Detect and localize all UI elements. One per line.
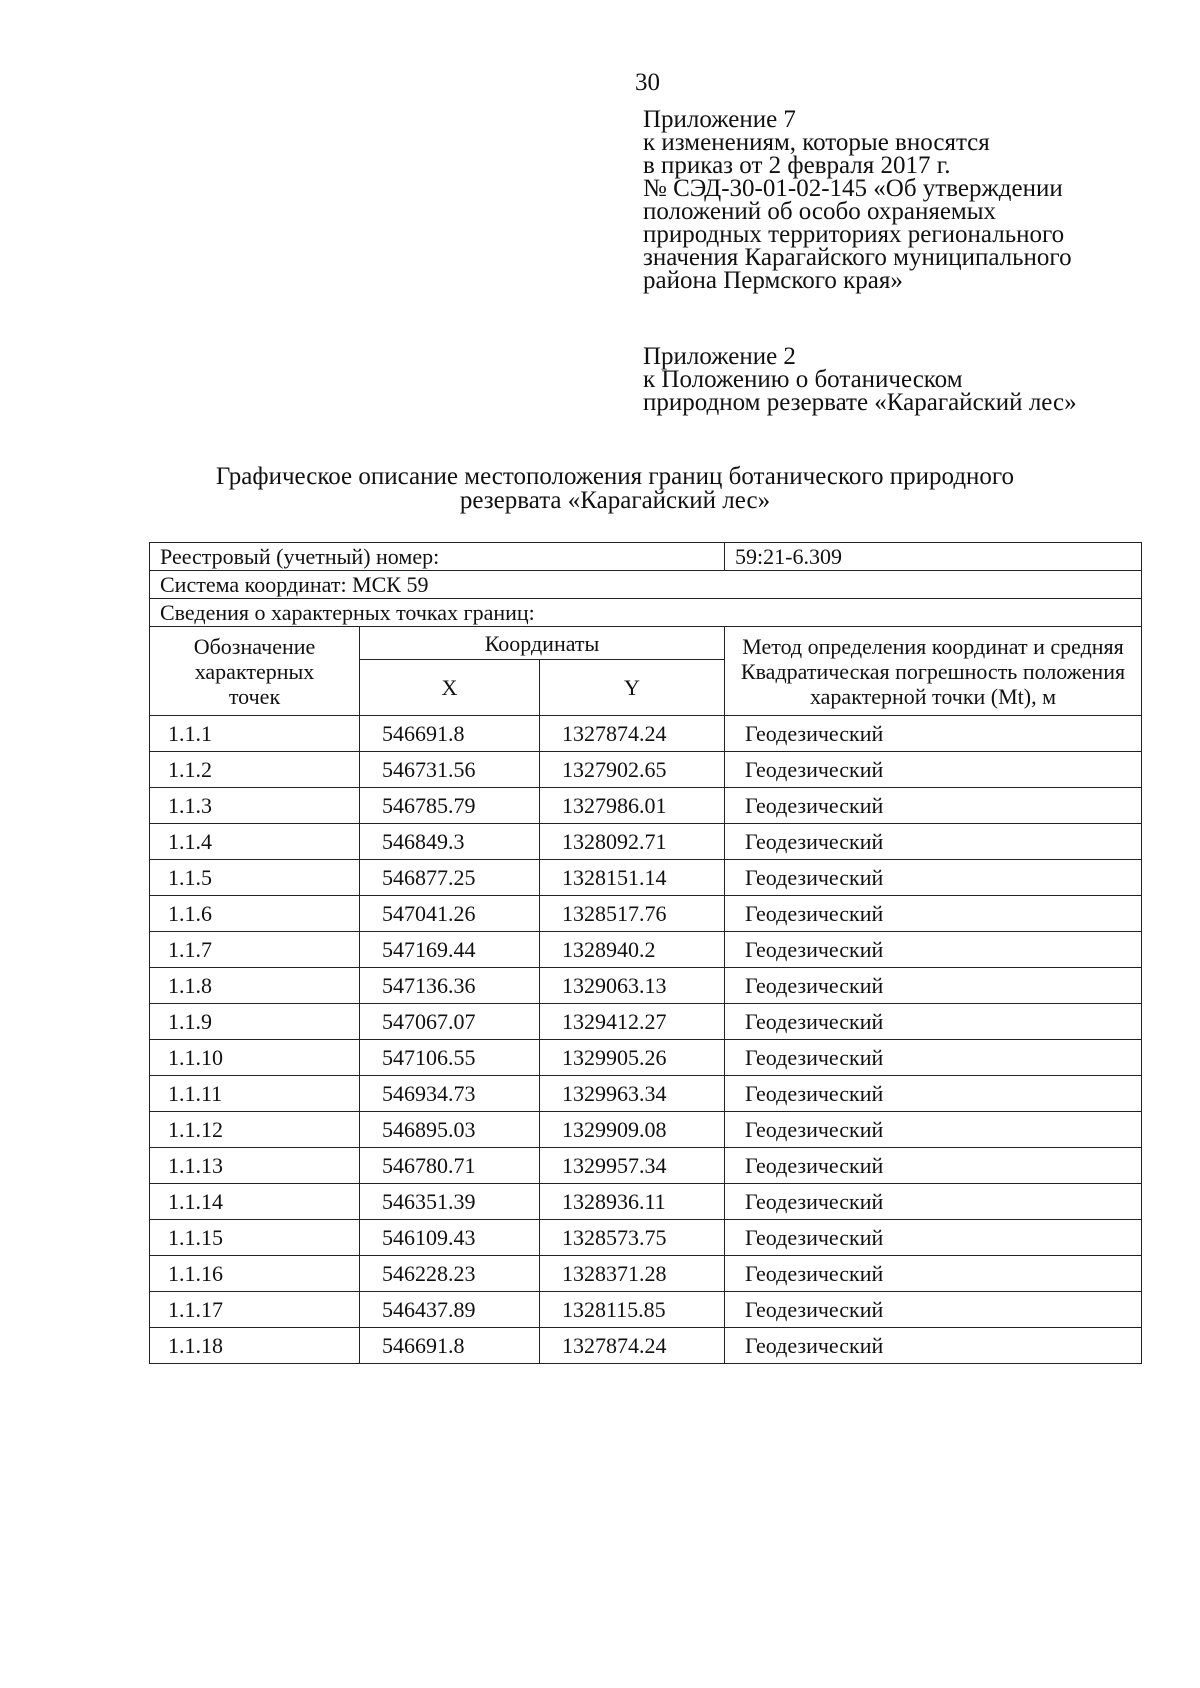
table-row [150,1328,1142,1364]
point-cell: 1.1.16 [150,1256,360,1292]
x-cell: 546228.23 [360,1256,540,1292]
method-cell: Геодезический [725,1220,1142,1256]
annex-7-header [643,108,1183,292]
table-row [150,1292,1142,1328]
boundary-coordinates-table [149,542,1142,1364]
y-header: Y [540,660,725,716]
method-header-line: Квадратическая погрешность положения [740,658,1126,684]
annex-2-line: Приложение 2 [643,343,796,370]
x-cell: 546877.25 [360,860,540,896]
table-row [150,1220,1142,1256]
x-cell: 546691.8 [360,716,540,752]
y-cell: 1328573.75 [540,1220,725,1256]
y-cell: 1328517.76 [540,896,725,932]
method-header-line: Метод определения координат и средняя [742,633,1124,659]
table-row [150,1148,1142,1184]
method-cell: Геодезический [725,824,1142,860]
method-cell: Геодезический [725,1076,1142,1112]
x-cell: 546691.8 [360,1328,540,1364]
table-row [150,1256,1142,1292]
registry-value: 59:21-6.309 [725,543,1142,571]
method-header-line: характерной точки (Mt), м [809,683,1057,709]
table-row [150,1076,1142,1112]
table-row [150,788,1142,824]
method-cell: Геодезический [725,1184,1142,1220]
page-number: 30 [635,69,660,96]
x-cell: 546785.79 [360,788,540,824]
table-row [150,824,1142,860]
x-cell: 546351.39 [360,1184,540,1220]
point-cell: 1.1.13 [150,1148,360,1184]
annex-7-line: в приказ от 2 февраля 2017 г. [643,152,951,179]
y-cell: 1329963.34 [540,1076,725,1112]
y-cell: 1329412.27 [540,1004,725,1040]
y-cell: 1328371.28 [540,1256,725,1292]
y-cell: 1328940.2 [540,932,725,968]
y-cell: 1328115.85 [540,1292,725,1328]
table-row [150,1040,1142,1076]
table-row [150,932,1142,968]
y-cell: 1328092.71 [540,824,725,860]
x-cell: 546437.89 [360,1292,540,1328]
document-title [150,465,1080,513]
annex-2-line: природном резервате «Карагайский лес» [643,389,1077,416]
table-row [150,1004,1142,1040]
point-cell: 1.1.11 [150,1076,360,1112]
registry-row [150,543,1142,571]
y-cell: 1329909.08 [540,1112,725,1148]
point-cell: 1.1.10 [150,1040,360,1076]
points-info-row [150,599,1142,627]
annex-7-line: природных территориях регионального [643,221,1065,248]
x-header: X [360,660,540,716]
point-cell: 1.1.3 [150,788,360,824]
x-cell: 546849.3 [360,824,540,860]
method-cell: Геодезический [725,968,1142,1004]
header-row [150,627,1142,660]
designation-header-line: Обозначение [193,633,316,659]
method-cell: Геодезический [725,1040,1142,1076]
designation-header-line: точек [228,683,281,709]
method-cell: Геодезический [725,752,1142,788]
points-info: Сведения о характерных точках границ: [150,599,1142,627]
x-cell: 547067.07 [360,1004,540,1040]
y-cell: 1328936.11 [540,1184,725,1220]
y-cell: 1329905.26 [540,1040,725,1076]
table-row [150,752,1142,788]
table-row [150,1112,1142,1148]
method-cell: Геодезический [725,896,1142,932]
x-cell: 547041.26 [360,896,540,932]
method-cell: Геодезический [725,716,1142,752]
y-cell: 1328151.14 [540,860,725,896]
x-cell: 547169.44 [360,932,540,968]
point-cell: 1.1.5 [150,860,360,896]
method-cell: Геодезический [725,1148,1142,1184]
designation-header [150,627,360,716]
y-cell: 1329063.13 [540,968,725,1004]
table-row [150,716,1142,752]
point-cell: 1.1.9 [150,1004,360,1040]
registry-label: Реестровый (учетный) номер: [150,543,725,571]
method-cell: Геодезический [725,1256,1142,1292]
title-line: резервата «Карагайский лес» [459,487,771,514]
annex-2-line: к Положению о ботаническом [643,366,963,393]
x-cell: 547136.36 [360,968,540,1004]
annex-7-line: № СЭД-30-01-02-145 «Об утверждении [643,175,1063,202]
annex-7-line: района Пермского края» [643,267,903,294]
coord-system: Система координат: МСК 59 [150,571,1142,599]
method-header [725,627,1142,716]
coordinates-header: Координаты [360,627,725,660]
point-cell: 1.1.1 [150,716,360,752]
y-cell: 1329957.34 [540,1148,725,1184]
x-cell: 546780.71 [360,1148,540,1184]
point-cell: 1.1.12 [150,1112,360,1148]
point-cell: 1.1.4 [150,824,360,860]
y-cell: 1327986.01 [540,788,725,824]
method-cell: Геодезический [725,1004,1142,1040]
annex-7-line: положений об особо охраняемых [643,198,997,225]
table-row [150,968,1142,1004]
annex-7-line: значения Карагайского муниципального [643,244,1072,271]
x-cell: 547106.55 [360,1040,540,1076]
table-row [150,1184,1142,1220]
point-cell: 1.1.14 [150,1184,360,1220]
x-cell: 546934.73 [360,1076,540,1112]
method-cell: Геодезический [725,1328,1142,1364]
method-cell: Геодезический [725,932,1142,968]
annex-2-header [643,345,1183,414]
point-cell: 1.1.8 [150,968,360,1004]
table-row [150,860,1142,896]
point-cell: 1.1.6 [150,896,360,932]
x-cell: 546895.03 [360,1112,540,1148]
coord-system-row [150,571,1142,599]
method-cell: Геодезический [725,1112,1142,1148]
y-cell: 1327874.24 [540,716,725,752]
method-cell: Геодезический [725,788,1142,824]
method-cell: Геодезический [725,860,1142,896]
point-cell: 1.1.17 [150,1292,360,1328]
method-cell: Геодезический [725,1292,1142,1328]
table-row [150,896,1142,932]
y-cell: 1327902.65 [540,752,725,788]
point-cell: 1.1.2 [150,752,360,788]
designation-header-line: характерных [194,658,315,684]
y-cell: 1327874.24 [540,1328,725,1364]
x-cell: 546109.43 [360,1220,540,1256]
point-cell: 1.1.15 [150,1220,360,1256]
annex-7-line: к изменениям, которые вносятся [643,129,990,156]
x-cell: 546731.56 [360,752,540,788]
title-line: Графическое описание местоположения границ ботанического природного [215,463,1015,490]
point-cell: 1.1.18 [150,1328,360,1364]
annex-7-line: Приложение 7 [643,106,796,133]
point-cell: 1.1.7 [150,932,360,968]
